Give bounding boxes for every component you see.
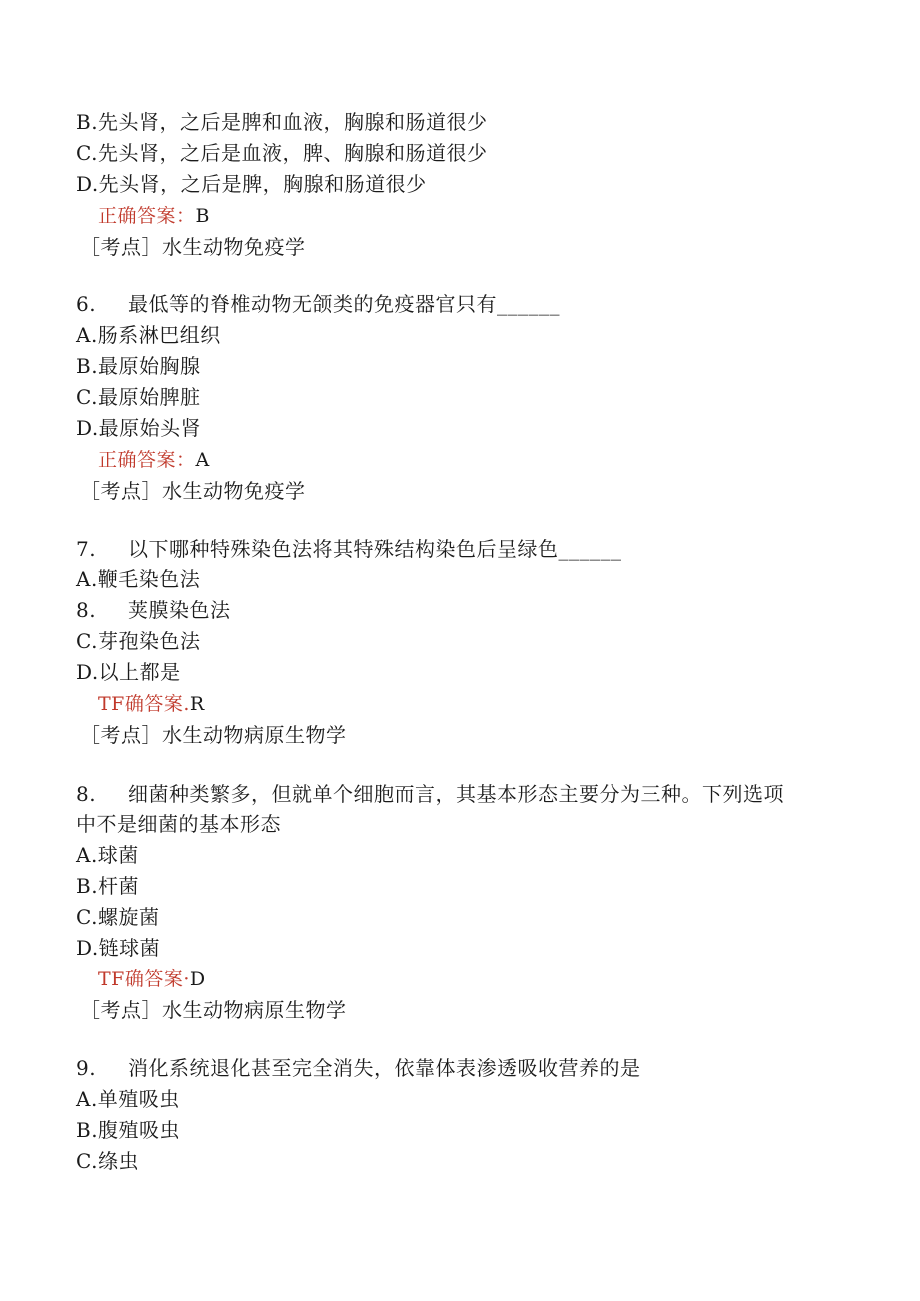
topic-line: ［考点］水生动物免疫学 [80, 479, 306, 503]
question-stem [76, 537, 622, 561]
option-d: D.先头肾，之后是脾，胸腺和肠道很少 [76, 172, 427, 196]
question-text: 以下哪种特殊染色法将其特殊结构染色后呈绿色______ [128, 537, 622, 561]
question-number: 8. [76, 782, 97, 806]
option-d: D.链球菌 [76, 936, 161, 960]
topic-line: ［考点］水生动物病原生物学 [80, 998, 347, 1022]
answer-label: 正确答案： [98, 205, 196, 227]
question-number: 6. [76, 292, 97, 316]
question-text: 最低等的脊椎动物无颌类的免疫器官只有______ [128, 292, 560, 316]
answer-label: 正确答案： [98, 449, 196, 471]
topic-line: ［考点］水生动物病原生物学 [80, 723, 347, 747]
answer-line [98, 692, 205, 716]
answer-value: B [195, 205, 210, 227]
question-number: 7. [76, 537, 97, 561]
question-stem [76, 1056, 641, 1080]
question-stem [76, 292, 560, 316]
option-b-number: 8. [76, 598, 97, 622]
answer-label: TF确答案. [98, 693, 190, 715]
question-text: 消化系统退化甚至完全消失，依靠体表渗透吸收营养的是 [128, 1056, 641, 1080]
answer-label: TF确答案· [98, 968, 190, 990]
option-a: A.球菌 [76, 843, 139, 867]
option-c: C.先头肾，之后是血液，脾、胸腺和肠道很少 [76, 141, 488, 165]
answer-line [98, 448, 210, 472]
answer-line [98, 204, 210, 228]
option-b: B.腹殖吸虫 [76, 1118, 181, 1142]
answer-value: D [189, 968, 206, 990]
topic-line: ［考点］水生动物免疫学 [80, 235, 306, 259]
question-text: 细菌种类繁多，但就单个细胞而言，其基本形态主要分为三种。下列选项 [128, 782, 784, 806]
option-b [76, 598, 231, 622]
option-c: C.绦虫 [76, 1149, 139, 1173]
option-a: A.鞭毛染色法 [76, 567, 201, 591]
option-b: B.最原始胸腺 [76, 354, 201, 378]
answer-line [98, 967, 206, 991]
answer-value: A [195, 449, 210, 471]
option-d: D.以上都是 [76, 660, 181, 684]
option-c: C.最原始脾脏 [76, 385, 201, 409]
option-d: D.最原始头肾 [76, 416, 202, 440]
question-stem-continued: 中不是细菌的基本形态 [76, 812, 281, 836]
option-c: C.芽孢染色法 [76, 629, 201, 653]
option-c: C.螺旋菌 [76, 905, 160, 929]
option-b: B.杆菌 [76, 874, 140, 898]
option-a: A.单殖吸虫 [76, 1087, 180, 1111]
question-stem [76, 782, 784, 806]
option-b-text: 荚膜染色法 [128, 598, 231, 622]
question-number: 9. [76, 1056, 97, 1080]
option-b: B.先头肾，之后是脾和血液，胸腺和肠道很少 [76, 110, 488, 134]
answer-value: R [189, 693, 205, 715]
option-a: A.肠系淋巴组织 [76, 323, 221, 347]
